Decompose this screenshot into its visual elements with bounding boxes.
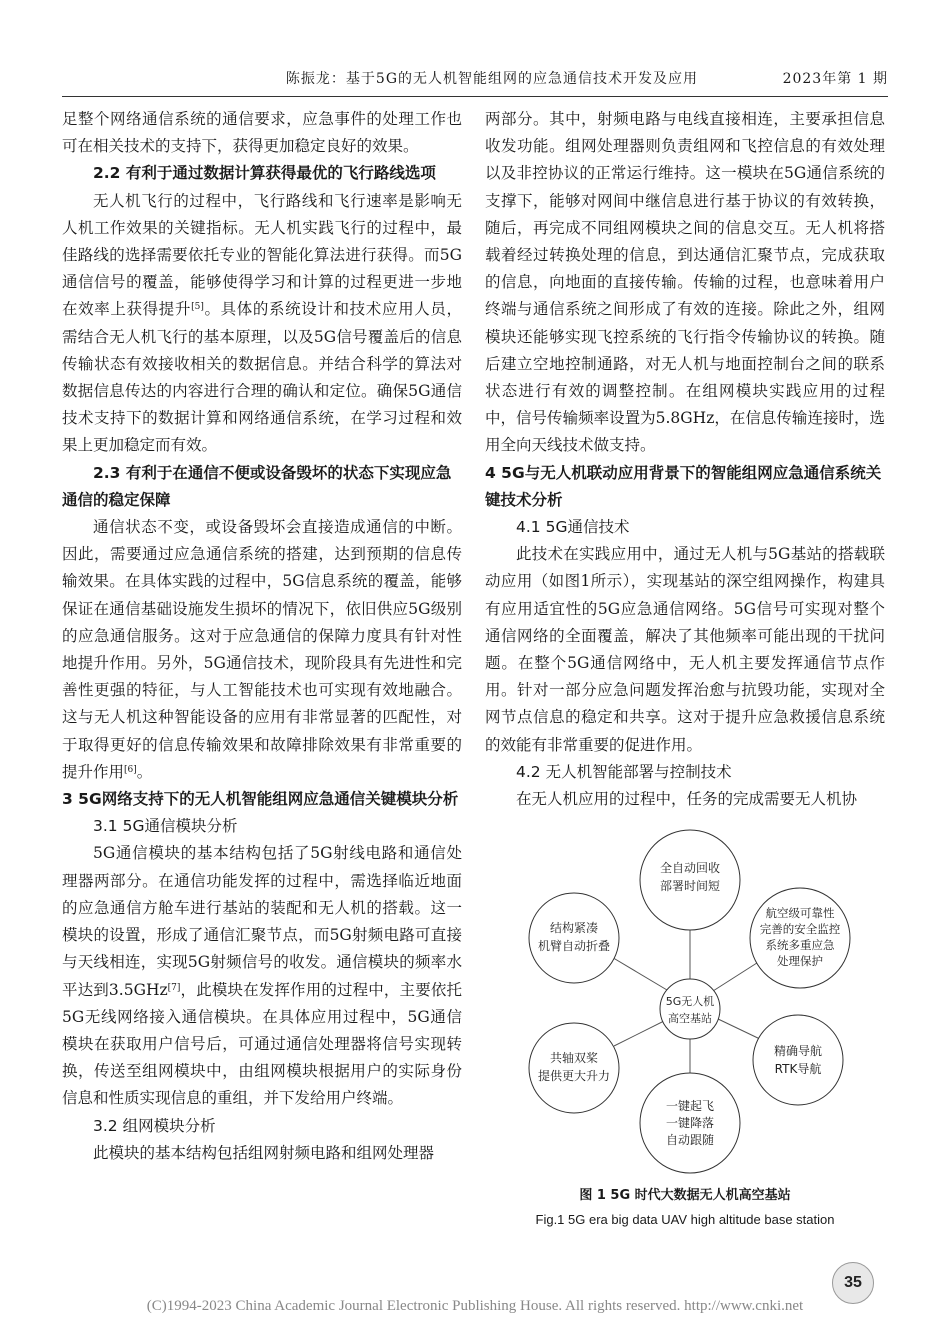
page-number-badge: 35 bbox=[832, 1262, 874, 1304]
section-heading-4-2: 4.2 无人机智能部署与控制技术 bbox=[516, 762, 732, 781]
node-circle-compact-structure bbox=[529, 893, 619, 983]
paragraph: 此模块的基本结构包括组网射频电路和组网处理器 bbox=[93, 1143, 435, 1162]
header-title: 陈振龙：基于5G的无人机智能组网的应急通信技术开发及应用 bbox=[285, 71, 698, 87]
citation: [7] bbox=[167, 982, 181, 993]
node-text: 机臂自动折叠 bbox=[537, 939, 611, 953]
connector-line bbox=[610, 956, 667, 990]
figure-caption-cn: 图 1 5G 时代大数据无人机高空基站 bbox=[579, 1188, 791, 1203]
figure-1-diagram bbox=[510, 828, 870, 1178]
paragraph: 5G通信模块的基本结构包括了5G射线电路和通信处理器两部分。在通信功能发挥的过程中，需选择临近地面的应急通信方舱车进行基站的装配和无人机的搭载。这一模块的设置，形成了通信汇聚节点，而5G射频电路可直接与天线相连，实现5G射频信号的收发。通信模块的频率水平达到3.5GHz[7]，此模块在发挥作用的过程中，主要依托5G无线网络接入通信模块。在具体应用过程中，5G通信模块在获取用户信号后，可通过通信处理器将信号实现转换，传送至组网模块中，由组网模块根据用户的实际身份信息和性质实现信息的重组，并下发给用户终端。 bbox=[62, 844, 462, 1108]
paragraph: 通信状态不变，或设备毁坏会直接造成通信的中断。因此，需要通过应急通信系统的搭建，达到预期的信息传输效果。在具体实践的过程中，5G信息系统的覆盖，能够保证在通信基础设施发生损坏的情况下，依旧供应5G级别的应急通信服务。这对于应急通信的保障力度具有针对性地提升作用。另外，5G通信技术，现阶段具有先进性和完善性更强的特征，与人工智能技术也可实现有效地融合。这与无人机这种智能设备的应用有非常显著的匹配性，对于取得更好的信息传输效果和故障排除效果有非常重要的提升作用[6]。 bbox=[62, 518, 462, 781]
node-text: 一键起飞 bbox=[665, 1099, 715, 1113]
node-text: 系统多重应急 bbox=[765, 938, 835, 952]
node-text: 部署时间短 bbox=[659, 879, 721, 893]
section-heading-3-2: 3.2 组网模块分析 bbox=[93, 1116, 216, 1135]
node-text: 自动跟随 bbox=[665, 1133, 715, 1147]
figure-caption-en: Fig.1 5G era big data UAV high altitude base station bbox=[535, 1212, 835, 1227]
section-heading-4-1: 4.1 5G通信技术 bbox=[516, 518, 630, 537]
header-issue: 2023年第 1 期 bbox=[782, 71, 888, 87]
node-text: 完善的安全监控 bbox=[759, 922, 841, 936]
citation: [5] bbox=[191, 302, 204, 313]
diagram-svg bbox=[510, 828, 870, 1178]
paragraph: 在无人机应用的过程中，任务的完成需要无人机协 bbox=[516, 790, 858, 809]
node-text: RTK导航 bbox=[774, 1062, 822, 1076]
center-text: 高空基站 bbox=[668, 1012, 712, 1025]
paragraph: 足整个网络通信系统的通信要求，应急事件的处理工作也可在相关技术的支持下，获得更加稳定良好的效果。 bbox=[62, 110, 462, 156]
citation: [6] bbox=[124, 764, 137, 775]
section-heading-3: 3 5G网络支持下的无人机智能组网应急通信关键模块分析 bbox=[62, 790, 459, 809]
node-circle-coaxial-rotors bbox=[529, 1023, 619, 1113]
running-header bbox=[62, 68, 888, 92]
node-text: 一键降落 bbox=[665, 1116, 715, 1130]
node-text: 结构紧凑 bbox=[549, 921, 599, 935]
connector-line bbox=[713, 961, 760, 991]
header-rule bbox=[62, 96, 888, 97]
connector-line bbox=[716, 1018, 762, 1040]
section-heading-2-2: 2.2 有利于通过数据计算获得最优的飞行路线选项 bbox=[93, 164, 436, 183]
connector-line bbox=[614, 1020, 666, 1046]
section-heading-3-1: 3.1 5G通信模块分析 bbox=[93, 817, 238, 836]
paragraph: 无人机飞行的过程中，飞行路线和飞行速率是影响无人机工作效果的关键指标。无人机实践飞行的过程中，最佳路线的选择需要依托专业的智能化算法进行获得。而5G通信信号的覆盖，能够使得学习和计算的过程更进一步地在效率上获得提升[5]。具体的系统设计和技术应用人员，需结合无人机飞行的基本原理，以及5G信号覆盖后的信息传输状态有效接收相关的数据信息。并结合科学的算法对数据信息传达的内容进行合理的确认和定位。确保5G通信技术支持下的数据计算和网络通信系统，在学习过程和效果上更加稳定而有效。 bbox=[62, 191, 462, 455]
node-text: 处理保护 bbox=[777, 954, 823, 968]
left-column bbox=[62, 106, 462, 1167]
node-text: 航空级可靠性 bbox=[765, 906, 835, 920]
node-circle-precise-navigation bbox=[753, 1015, 843, 1105]
node-text: 全自动回收 bbox=[659, 861, 721, 875]
node-text: 精确导航 bbox=[773, 1044, 823, 1058]
paragraph: 两部分。其中，射频电路与电线直接相连，主要承担信息收发功能。组网处理器则负责组网和飞控信息的有效处理以及非控协议的正常运行维持。这一模块在5G通信系统的支撑下，能够对网间中继信息进行基于协议的有效转换，随后，再完成不同组网模块之间的信息交互。无人机将搭载着经过转换处理的信息，到达通信汇聚节点，完成获取的信息，向地面的直接传输。传输的过程，也意味着用户终端与通信系统之间形成了有效的连接。除此之外，组网模块还能够实现飞控系统的飞行指令传输协议的转换。随后建立空地控制通路，对无人机与地面控制台之间的联系状态进行有效的调整控制。在组网模块实践应用的过程中，信号传输频率设置为5.8GHz，在信息传输连接时，选用全向天线技术做支持。 bbox=[485, 110, 885, 455]
paragraph: 此技术在实践应用中，通过无人机与5G基站的搭载联动应用（如图1所示），实现基站的深空组网操作，构建具有应用适宜性的5G应急通信网络。5G信号可实现对整个通信网络的全面覆盖，解决了其他频率可能出现的干扰问题。在整个5G通信网络中，无人机主要发挥通信节点作用。针对一部分应急问题发挥治愈与抗毁功能，实现对全网节点信息的稳定和共享。这对于提升应急救援信息系统的效能有非常重要的促进作用。 bbox=[485, 545, 885, 754]
node-text: 提供更大升力 bbox=[537, 1069, 611, 1083]
section-heading-4: 4 5G与无人机联动应用背景下的智能组网应急通信系统关键技术分析 bbox=[485, 463, 882, 509]
copyright-footer: (C)1994-2023 China Academic Journal Electronic Publishing House. All rights reserved. http://www.cnki.net bbox=[146, 1298, 804, 1314]
center-circle-base-station bbox=[660, 979, 720, 1039]
node-text: 共轴双桨 bbox=[549, 1051, 599, 1065]
center-text: 5G无人机 bbox=[665, 995, 715, 1008]
section-heading-2-3: 2.3 有利于在通信不便或设备毁坏的状态下实现应急通信的稳定保障 bbox=[62, 463, 452, 509]
right-column bbox=[485, 106, 885, 813]
